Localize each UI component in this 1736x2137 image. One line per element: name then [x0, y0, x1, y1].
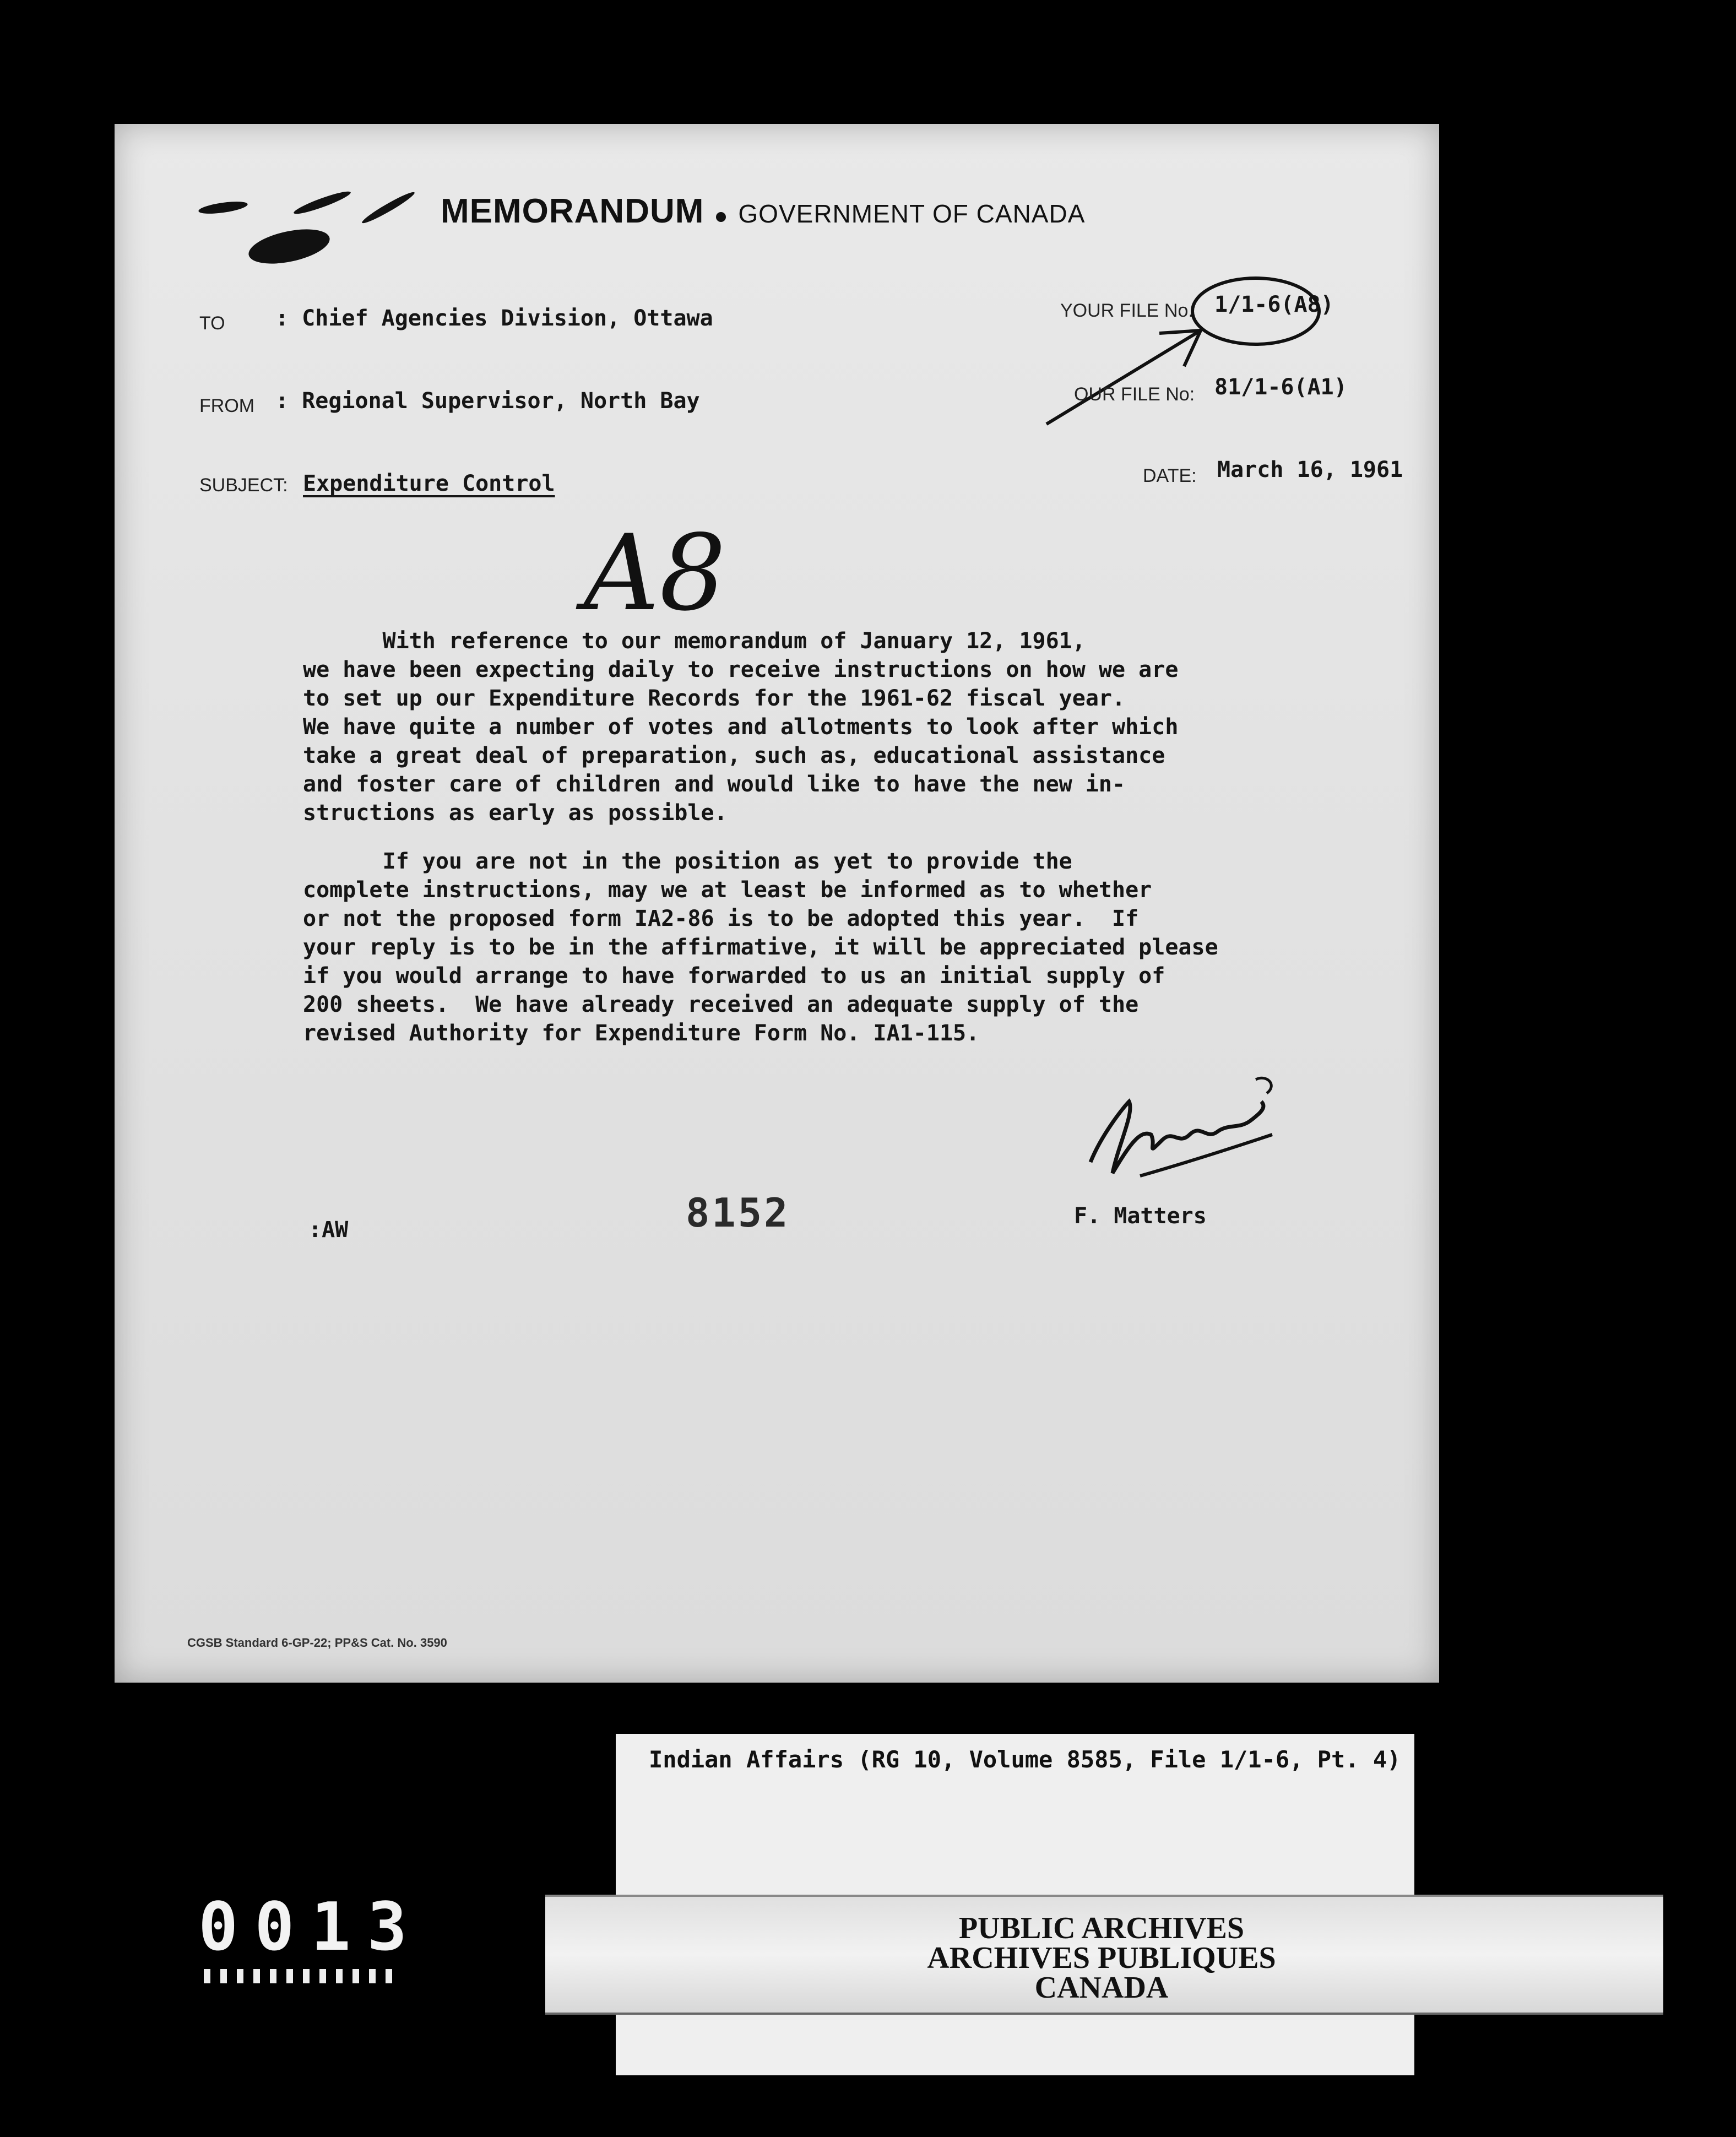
paragraph-line: take a great deal of preparation, such as, educational assistance — [303, 743, 1165, 768]
archive-line-1: PUBLIC ARCHIVES — [958, 1911, 1245, 1945]
paragraph-line: revised Authority for Expenditure Form No. IA1-115. — [303, 1021, 980, 1046]
archive-stamp — [909, 1913, 1294, 2003]
to-label: TO — [199, 313, 225, 334]
initials: :AW — [308, 1217, 349, 1243]
subject-value: Expenditure Control — [303, 471, 555, 496]
your-file-label: YOUR FILE No. — [1060, 300, 1194, 321]
stamp-number: 8152 — [686, 1190, 790, 1236]
paragraph-line: your reply is to be in the affirmative, it will be appreciated please — [303, 935, 1218, 960]
paragraph-1 — [303, 627, 1272, 827]
paragraph-line: complete instructions, may we at least be informed as to whether — [303, 877, 1152, 903]
paragraph-line: or not the proposed form IA2-86 is to be adopted this year. If — [303, 906, 1139, 931]
memo-header — [441, 192, 1085, 231]
from-value: : Regional Supervisor, North Bay — [275, 388, 700, 414]
paragraph-line: and foster care of children and would like to have the new in- — [303, 772, 1126, 797]
paragraph-line: to set up our Expenditure Records for the 1961-62 fiscal year. — [303, 686, 1126, 711]
frame-ticks — [204, 1969, 402, 1983]
frame-counter: 0013 — [198, 1889, 424, 1966]
archive-line-3: CANADA — [1034, 1971, 1169, 2005]
from-label: FROM — [199, 395, 255, 416]
paragraph-line: 200 sheets. We have already received an adequate supply of the — [303, 992, 1139, 1017]
handwritten-mark: A8 — [584, 512, 726, 634]
signatory-name: F. Matters — [1074, 1203, 1207, 1229]
date-label: DATE: — [1143, 465, 1197, 486]
your-file-value: 1/1-6(A8) — [1214, 292, 1334, 317]
archive-band — [545, 1895, 1663, 2015]
archive-line-2: ARCHIVES PUBLIQUES — [927, 1941, 1276, 1975]
paragraph-line: With reference to our memorandum of January 12, 1961, — [303, 628, 1086, 654]
memo-government: GOVERNMENT OF CANADA — [738, 199, 1086, 228]
bullet-icon — [716, 212, 726, 222]
paragraph-line: if you would arrange to have forwarded to us an initial supply of — [303, 963, 1165, 989]
subject-label: SUBJECT: — [199, 475, 288, 496]
our-file-value: 81/1-6(A1) — [1214, 375, 1347, 400]
to-value: : Chief Agencies Division, Ottawa — [275, 306, 713, 331]
paragraph-line: We have quite a number of votes and allotments to look after which — [303, 714, 1179, 740]
archive-card-label: Indian Affairs (RG 10, Volume 8585, File 1/1-6, Pt. 4) — [649, 1746, 1401, 1773]
paragraph-line: structions as early as possible. — [303, 800, 728, 826]
signature — [1079, 1068, 1300, 1201]
form-footer: CGSB Standard 6-GP-22; PP&S Cat. No. 3590 — [187, 1636, 447, 1650]
paragraph-line: If you are not in the position as yet to provide the — [303, 849, 1072, 874]
memo-title: MEMORANDUM — [441, 192, 704, 230]
paragraph-line: we have been expecting daily to receive instructions on how we are — [303, 657, 1179, 682]
our-file-label: OUR FILE No: — [1074, 384, 1195, 405]
paragraph-2 — [303, 847, 1272, 1048]
date-value: March 16, 1961 — [1217, 457, 1403, 482]
file-number-circle — [1035, 273, 1322, 438]
